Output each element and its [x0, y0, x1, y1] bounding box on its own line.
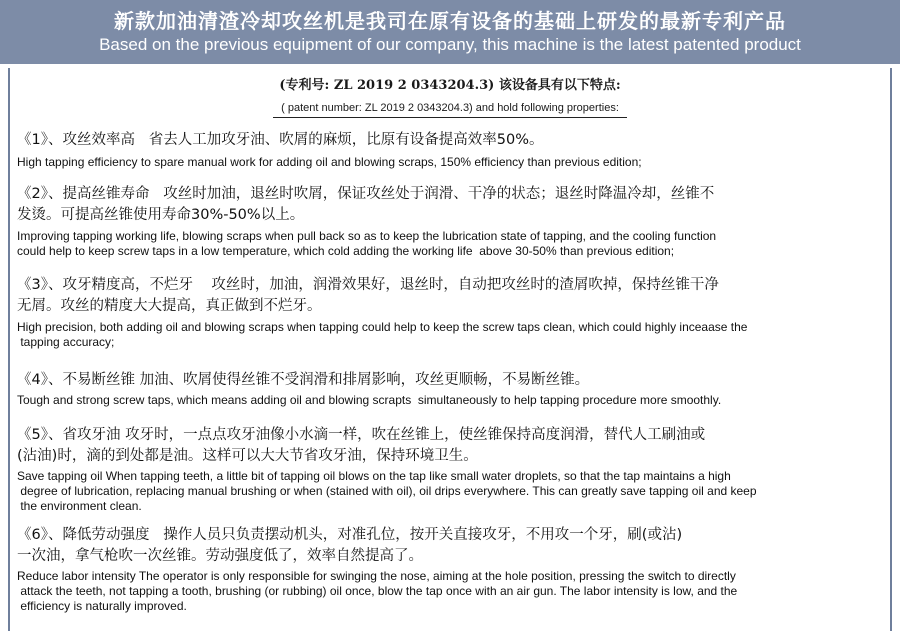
feature-item-5 [17, 425, 882, 514]
feature-en-line: Reduce labor intensity The operator is only responsible for swinging the nose, aiming at the hole position, pressing the switch to directly [17, 569, 736, 583]
feature-en-line: the environment clean. [17, 499, 142, 513]
feature-en-line: High tapping efficiency to spare manual work for adding oil and blowing scraps, 150% efficiency than previous edition; [17, 155, 642, 169]
feature-cn-line: 《2》、提高丝锥寿命 攻丝时加油，退丝时吹屑，保证攻丝处于润滑、干净的状态；退丝时降温冷却，丝锥不 [17, 186, 715, 202]
patent-line-cn: (专利号: ZL 2019 2 0343204.3) 该设备具有以下特点: [279, 78, 621, 93]
feature-en-line: High precision, both adding oil and blowing scraps when tapping could help to keep the screw taps clean, which could highly inceaase the [17, 320, 748, 334]
feature-item-1 [17, 130, 882, 170]
header-banner [0, 0, 900, 64]
feature-en-line: tapping accuracy; [17, 335, 115, 349]
header-title-en: Based on the previous equipment of our company, this machine is the latest patented product [99, 35, 801, 54]
feature-cn-line: 《6》、降低劳动强度 操作人员只负责摆动机头，对准孔位，按开关直接攻牙，不用攻一个牙，刷(或沾) [17, 527, 683, 543]
feature-en-line: Improving tapping working life, blowing scraps when pull back so as to keep the lubrication state of tapping, and the cooling function [17, 229, 717, 243]
feature-item-4 [17, 370, 882, 408]
feature-item-6 [17, 525, 882, 614]
feature-en-line: degree of lubrication, replacing manual brushing or when (stained with oil), oil drips everywhere. This can greatly save tapping oil and keep [17, 484, 757, 498]
patent-line-en: ( patent number: ZL 2019 2 0343204.3) and hold following properties: [281, 102, 619, 114]
feature-cn-line: 发烫。可提高丝锥使用寿命30%-50%以上。 [17, 207, 305, 223]
feature-cn-line: 一次油，拿气枪吹一次丝锥。劳动强度低了，效率自然提高了。 [17, 548, 423, 564]
feature-en-line: could help to keep screw taps in a low temperature, which cold adding the working life above 30-50% than previous edition; [17, 244, 675, 258]
feature-cn-line: 《4》、不易断丝锥 加油、吹屑使得丝锥不受润滑和排屑影响，攻丝更顺畅，不易断丝锥。 [17, 372, 590, 388]
feature-item-3 [17, 275, 882, 350]
patent-underline [273, 101, 627, 118]
feature-en-line: Tough and strong screw taps, which means adding oil and blowing scrapts simultaneously to help tapping procedure more smoothly. [17, 393, 722, 407]
feature-cn-line: 无屑。攻丝的精度大大提高，真正做到不烂牙。 [17, 298, 322, 314]
patent-info [0, 76, 900, 118]
header-title-cn: 新款加油清渣冷却攻丝机是我司在原有设备的基础上研发的最新专利产品 [114, 9, 786, 33]
feature-cn-line: 《5》、省攻牙油 攻牙时，一点点攻牙油像小水滴一样，吹在丝锥上，使丝锥保持高度润滑，替代人工刷油或 [17, 427, 706, 443]
feature-en-line: efficiency is naturally improved. [17, 599, 187, 613]
feature-cn-line: (沾油)时，滴的到处都是油。这样可以大大节省攻牙油，保持环境卫生。 [17, 448, 478, 464]
feature-en-line: attack the teeth, not tapping a tooth, brushing (or rubbing) oil once, blow the tap once with an air gun. The labor intensity is low, and the [17, 584, 738, 598]
feature-cn-line: 《3》、攻牙精度高，不烂牙 攻丝时，加油，润滑效果好，退丝时，自动把攻丝时的渣屑吹掉，保持丝锥干净 [17, 277, 719, 293]
feature-en-line: Save tapping oil When tapping teeth, a little bit of tapping oil blows on the tap like small water droplets, so that the tap maintains a high [17, 469, 731, 483]
feature-item-2 [17, 184, 882, 259]
feature-cn-line: 《1》、攻丝效率高 省去人工加攻牙油、吹屑的麻烦，比原有设备提高效率50%。 [17, 132, 544, 148]
